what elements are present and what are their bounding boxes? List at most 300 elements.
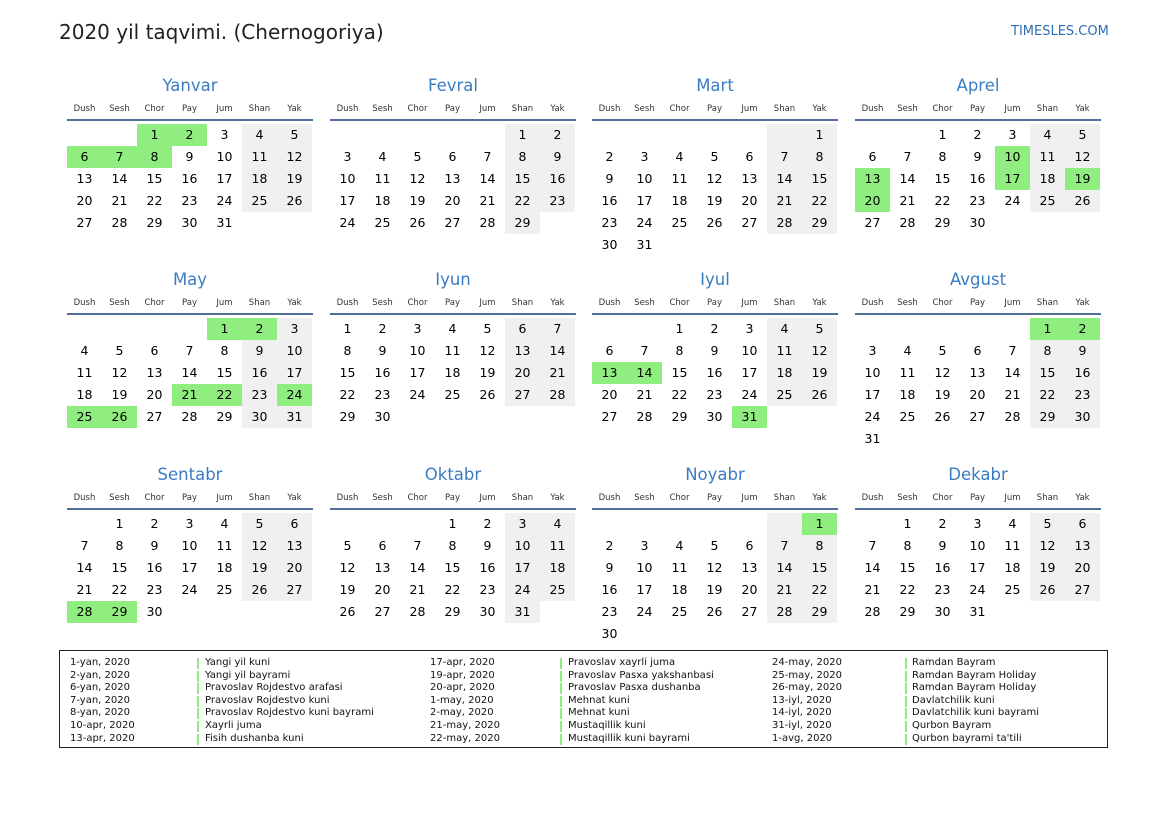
day-cell[interactable]: 26: [811, 387, 828, 402]
day-cell[interactable]: 2: [605, 149, 614, 164]
day-cell[interactable]: 11: [1039, 149, 1056, 164]
day-cell[interactable]: 15: [111, 560, 128, 575]
day-cell[interactable]: 24: [969, 582, 986, 597]
day-cell[interactable]: 28: [776, 604, 793, 619]
day-cell[interactable]: 4: [780, 321, 789, 336]
day-cell[interactable]: 15: [899, 560, 916, 575]
day-cell[interactable]: 12: [111, 365, 128, 380]
day-cell[interactable]: 13: [146, 365, 163, 380]
day-cell[interactable]: 25: [899, 409, 916, 424]
day-cell[interactable]: 12: [706, 560, 723, 575]
day-cell[interactable]: 18: [251, 171, 268, 186]
site-link[interactable]: TIMESLES.COM: [1011, 24, 1109, 39]
day-cell[interactable]: 9: [255, 343, 264, 358]
day-cell[interactable]: 6: [378, 538, 387, 553]
day-cell[interactable]: 4: [1008, 516, 1017, 531]
day-cell[interactable]: 27: [286, 582, 303, 597]
day-cell[interactable]: 1: [903, 516, 912, 531]
day-cell[interactable]: 16: [251, 365, 268, 380]
day-cell[interactable]: 28: [636, 409, 653, 424]
day-cell[interactable]: 13: [286, 538, 303, 553]
day-cell[interactable]: 8: [903, 538, 912, 553]
day-cell[interactable]: 10: [514, 538, 531, 553]
day-cell[interactable]: 3: [413, 321, 422, 336]
holiday-day-cell[interactable]: 22: [207, 384, 242, 406]
day-cell[interactable]: 6: [868, 149, 877, 164]
day-cell[interactable]: 26: [706, 604, 723, 619]
day-cell[interactable]: 1: [115, 516, 124, 531]
holiday-day-cell[interactable]: 21: [172, 384, 207, 406]
holiday-day-cell[interactable]: 26: [102, 406, 137, 428]
day-cell[interactable]: 23: [479, 582, 496, 597]
day-cell[interactable]: 25: [1039, 193, 1056, 208]
day-cell[interactable]: 20: [374, 582, 391, 597]
day-cell[interactable]: 27: [741, 604, 758, 619]
day-cell[interactable]: 22: [811, 193, 828, 208]
day-cell[interactable]: 20: [444, 193, 461, 208]
day-cell[interactable]: 25: [374, 215, 391, 230]
day-cell[interactable]: 17: [286, 365, 303, 380]
day-cell[interactable]: 7: [903, 149, 912, 164]
day-cell[interactable]: 18: [671, 582, 688, 597]
day-cell[interactable]: 7: [640, 343, 649, 358]
day-cell[interactable]: 2: [973, 127, 982, 142]
holiday-day-cell[interactable]: 10: [995, 146, 1030, 168]
day-cell[interactable]: 8: [938, 149, 947, 164]
day-cell[interactable]: 25: [251, 193, 268, 208]
day-cell[interactable]: 21: [636, 387, 653, 402]
day-cell[interactable]: 14: [76, 560, 93, 575]
day-cell[interactable]: 15: [514, 171, 531, 186]
day-cell[interactable]: 25: [671, 215, 688, 230]
day-cell[interactable]: 10: [216, 149, 233, 164]
day-cell[interactable]: 4: [675, 538, 684, 553]
day-cell[interactable]: 29: [146, 215, 163, 230]
day-cell[interactable]: 10: [636, 560, 653, 575]
day-cell[interactable]: 31: [864, 431, 881, 446]
holiday-day-cell[interactable]: 1: [802, 513, 837, 535]
day-cell[interactable]: 13: [374, 560, 391, 575]
day-cell[interactable]: 22: [899, 582, 916, 597]
day-cell[interactable]: 22: [934, 193, 951, 208]
day-cell[interactable]: 7: [553, 321, 562, 336]
day-cell[interactable]: 4: [255, 127, 264, 142]
day-cell[interactable]: 22: [811, 582, 828, 597]
day-cell[interactable]: 21: [776, 193, 793, 208]
day-cell[interactable]: 19: [811, 365, 828, 380]
day-cell[interactable]: 22: [514, 193, 531, 208]
day-cell[interactable]: 11: [671, 560, 688, 575]
day-cell[interactable]: 13: [514, 343, 531, 358]
day-cell[interactable]: 27: [444, 215, 461, 230]
day-cell[interactable]: 26: [251, 582, 268, 597]
day-cell[interactable]: 13: [444, 171, 461, 186]
day-cell[interactable]: 23: [146, 582, 163, 597]
day-cell[interactable]: 8: [220, 343, 229, 358]
day-cell[interactable]: 26: [479, 387, 496, 402]
day-cell[interactable]: 19: [706, 582, 723, 597]
day-cell[interactable]: 22: [111, 582, 128, 597]
day-cell[interactable]: 3: [518, 516, 527, 531]
day-cell[interactable]: 28: [181, 409, 198, 424]
day-cell[interactable]: 29: [216, 409, 233, 424]
day-cell[interactable]: 19: [706, 193, 723, 208]
day-cell[interactable]: 31: [216, 215, 233, 230]
day-cell[interactable]: 18: [216, 560, 233, 575]
day-cell[interactable]: 29: [514, 215, 531, 230]
day-cell[interactable]: 10: [864, 365, 881, 380]
day-cell[interactable]: 21: [776, 582, 793, 597]
day-cell[interactable]: 6: [745, 538, 754, 553]
day-cell[interactable]: 30: [181, 215, 198, 230]
day-cell[interactable]: 17: [409, 365, 426, 380]
day-cell[interactable]: 12: [706, 171, 723, 186]
day-cell[interactable]: 30: [1074, 409, 1091, 424]
day-cell[interactable]: 6: [150, 343, 159, 358]
day-cell[interactable]: 17: [216, 171, 233, 186]
day-cell[interactable]: 11: [899, 365, 916, 380]
day-cell[interactable]: 11: [549, 538, 566, 553]
day-cell[interactable]: 28: [409, 604, 426, 619]
holiday-day-cell[interactable]: 2: [172, 124, 207, 146]
day-cell[interactable]: 30: [601, 626, 618, 641]
day-cell[interactable]: 18: [776, 365, 793, 380]
day-cell[interactable]: 14: [479, 171, 496, 186]
day-cell[interactable]: 16: [181, 171, 198, 186]
day-cell[interactable]: 12: [286, 149, 303, 164]
day-cell[interactable]: 24: [741, 387, 758, 402]
day-cell[interactable]: 20: [76, 193, 93, 208]
day-cell[interactable]: 29: [934, 215, 951, 230]
day-cell[interactable]: 21: [1004, 387, 1021, 402]
day-cell[interactable]: 24: [636, 215, 653, 230]
day-cell[interactable]: 6: [1078, 516, 1087, 531]
day-cell[interactable]: 27: [1074, 582, 1091, 597]
day-cell[interactable]: 7: [780, 149, 789, 164]
day-cell[interactable]: 28: [864, 604, 881, 619]
day-cell[interactable]: 2: [605, 538, 614, 553]
day-cell[interactable]: 28: [776, 215, 793, 230]
holiday-day-cell[interactable]: 13: [592, 362, 627, 384]
day-cell[interactable]: 10: [636, 171, 653, 186]
day-cell[interactable]: 11: [671, 171, 688, 186]
day-cell[interactable]: 12: [1039, 538, 1056, 553]
day-cell[interactable]: 18: [1004, 560, 1021, 575]
day-cell[interactable]: 17: [181, 560, 198, 575]
day-cell[interactable]: 22: [1039, 387, 1056, 402]
day-cell[interactable]: 3: [185, 516, 194, 531]
day-cell[interactable]: 4: [448, 321, 457, 336]
day-cell[interactable]: 5: [1078, 127, 1087, 142]
day-cell[interactable]: 11: [444, 343, 461, 358]
day-cell[interactable]: 17: [339, 193, 356, 208]
day-cell[interactable]: 4: [553, 516, 562, 531]
day-cell[interactable]: 9: [938, 538, 947, 553]
day-cell[interactable]: 11: [776, 343, 793, 358]
day-cell[interactable]: 16: [374, 365, 391, 380]
day-cell[interactable]: 8: [675, 343, 684, 358]
day-cell[interactable]: 2: [150, 516, 159, 531]
day-cell[interactable]: 10: [409, 343, 426, 358]
day-cell[interactable]: 9: [378, 343, 387, 358]
day-cell[interactable]: 16: [479, 560, 496, 575]
holiday-day-cell[interactable]: 24: [277, 384, 312, 406]
holiday-day-cell[interactable]: 19: [1065, 168, 1100, 190]
day-cell[interactable]: 24: [181, 582, 198, 597]
day-cell[interactable]: 16: [601, 193, 618, 208]
day-cell[interactable]: 2: [553, 127, 562, 142]
day-cell[interactable]: 15: [671, 365, 688, 380]
day-cell[interactable]: 21: [899, 193, 916, 208]
day-cell[interactable]: 29: [671, 409, 688, 424]
day-cell[interactable]: 4: [675, 149, 684, 164]
day-cell[interactable]: 9: [710, 343, 719, 358]
day-cell[interactable]: 13: [741, 171, 758, 186]
day-cell[interactable]: 5: [413, 149, 422, 164]
day-cell[interactable]: 15: [811, 171, 828, 186]
day-cell[interactable]: 19: [1039, 560, 1056, 575]
day-cell[interactable]: 5: [115, 343, 124, 358]
day-cell[interactable]: 2: [483, 516, 492, 531]
day-cell[interactable]: 9: [605, 560, 614, 575]
day-cell[interactable]: 30: [251, 409, 268, 424]
day-cell[interactable]: 3: [1008, 127, 1017, 142]
day-cell[interactable]: 7: [483, 149, 492, 164]
day-cell[interactable]: 29: [899, 604, 916, 619]
day-cell[interactable]: 14: [409, 560, 426, 575]
day-cell[interactable]: 1: [675, 321, 684, 336]
day-cell[interactable]: 19: [251, 560, 268, 575]
day-cell[interactable]: 3: [868, 343, 877, 358]
day-cell[interactable]: 12: [811, 343, 828, 358]
day-cell[interactable]: 27: [514, 387, 531, 402]
day-cell[interactable]: 10: [339, 171, 356, 186]
day-cell[interactable]: 26: [339, 604, 356, 619]
day-cell[interactable]: 23: [374, 387, 391, 402]
holiday-day-cell[interactable]: 20: [855, 190, 890, 212]
day-cell[interactable]: 16: [969, 171, 986, 186]
day-cell[interactable]: 8: [1043, 343, 1052, 358]
day-cell[interactable]: 9: [150, 538, 159, 553]
day-cell[interactable]: 31: [286, 409, 303, 424]
day-cell[interactable]: 16: [601, 582, 618, 597]
day-cell[interactable]: 27: [741, 215, 758, 230]
day-cell[interactable]: 31: [514, 604, 531, 619]
day-cell[interactable]: 6: [973, 343, 982, 358]
day-cell[interactable]: 22: [339, 387, 356, 402]
day-cell[interactable]: 21: [76, 582, 93, 597]
day-cell[interactable]: 14: [1004, 365, 1021, 380]
day-cell[interactable]: 31: [636, 237, 653, 252]
day-cell[interactable]: 30: [601, 237, 618, 252]
day-cell[interactable]: 18: [76, 387, 93, 402]
holiday-day-cell[interactable]: 17: [995, 168, 1030, 190]
day-cell[interactable]: 6: [745, 149, 754, 164]
day-cell[interactable]: 23: [601, 215, 618, 230]
day-cell[interactable]: 12: [479, 343, 496, 358]
day-cell[interactable]: 1: [938, 127, 947, 142]
day-cell[interactable]: 11: [374, 171, 391, 186]
day-cell[interactable]: 5: [290, 127, 299, 142]
holiday-day-cell[interactable]: 1: [137, 124, 172, 146]
day-cell[interactable]: 6: [290, 516, 299, 531]
day-cell[interactable]: 14: [899, 171, 916, 186]
day-cell[interactable]: 15: [934, 171, 951, 186]
day-cell[interactable]: 11: [1004, 538, 1021, 553]
day-cell[interactable]: 20: [146, 387, 163, 402]
day-cell[interactable]: 15: [146, 171, 163, 186]
day-cell[interactable]: 12: [934, 365, 951, 380]
day-cell[interactable]: 30: [934, 604, 951, 619]
day-cell[interactable]: 25: [549, 582, 566, 597]
day-cell[interactable]: 3: [343, 149, 352, 164]
day-cell[interactable]: 23: [1074, 387, 1091, 402]
day-cell[interactable]: 4: [378, 149, 387, 164]
day-cell[interactable]: 1: [815, 127, 824, 142]
holiday-day-cell[interactable]: 6: [67, 146, 102, 168]
day-cell[interactable]: 20: [514, 365, 531, 380]
day-cell[interactable]: 24: [514, 582, 531, 597]
day-cell[interactable]: 5: [815, 321, 824, 336]
day-cell[interactable]: 25: [776, 387, 793, 402]
day-cell[interactable]: 4: [220, 516, 229, 531]
day-cell[interactable]: 19: [479, 365, 496, 380]
day-cell[interactable]: 11: [251, 149, 268, 164]
day-cell[interactable]: 23: [549, 193, 566, 208]
day-cell[interactable]: 11: [76, 365, 93, 380]
day-cell[interactable]: 26: [409, 215, 426, 230]
day-cell[interactable]: 29: [1039, 409, 1056, 424]
day-cell[interactable]: 23: [934, 582, 951, 597]
day-cell[interactable]: 23: [181, 193, 198, 208]
day-cell[interactable]: 29: [811, 215, 828, 230]
day-cell[interactable]: 15: [339, 365, 356, 380]
day-cell[interactable]: 19: [111, 387, 128, 402]
day-cell[interactable]: 8: [518, 149, 527, 164]
day-cell[interactable]: 17: [514, 560, 531, 575]
day-cell[interactable]: 9: [553, 149, 562, 164]
day-cell[interactable]: 22: [444, 582, 461, 597]
day-cell[interactable]: 7: [868, 538, 877, 553]
day-cell[interactable]: 10: [741, 343, 758, 358]
day-cell[interactable]: 8: [815, 149, 824, 164]
day-cell[interactable]: 30: [374, 409, 391, 424]
day-cell[interactable]: 13: [741, 560, 758, 575]
day-cell[interactable]: 17: [636, 193, 653, 208]
day-cell[interactable]: 8: [815, 538, 824, 553]
day-cell[interactable]: 7: [80, 538, 89, 553]
day-cell[interactable]: 1: [343, 321, 352, 336]
day-cell[interactable]: 15: [1039, 365, 1056, 380]
day-cell[interactable]: 27: [374, 604, 391, 619]
day-cell[interactable]: 16: [146, 560, 163, 575]
day-cell[interactable]: 26: [1039, 582, 1056, 597]
day-cell[interactable]: 8: [115, 538, 124, 553]
day-cell[interactable]: 29: [339, 409, 356, 424]
day-cell[interactable]: 10: [969, 538, 986, 553]
day-cell[interactable]: 4: [1043, 127, 1052, 142]
day-cell[interactable]: 20: [741, 193, 758, 208]
day-cell[interactable]: 9: [973, 149, 982, 164]
day-cell[interactable]: 4: [903, 343, 912, 358]
holiday-day-cell[interactable]: 31: [732, 406, 767, 428]
day-cell[interactable]: 27: [146, 409, 163, 424]
day-cell[interactable]: 16: [549, 171, 566, 186]
day-cell[interactable]: 21: [111, 193, 128, 208]
day-cell[interactable]: 7: [1008, 343, 1017, 358]
day-cell[interactable]: 9: [605, 171, 614, 186]
day-cell[interactable]: 15: [444, 560, 461, 575]
day-cell[interactable]: 20: [601, 387, 618, 402]
day-cell[interactable]: 29: [811, 604, 828, 619]
day-cell[interactable]: 18: [1039, 171, 1056, 186]
day-cell[interactable]: 3: [745, 321, 754, 336]
day-cell[interactable]: 24: [636, 604, 653, 619]
day-cell[interactable]: 4: [80, 343, 89, 358]
day-cell[interactable]: 12: [251, 538, 268, 553]
day-cell[interactable]: 12: [1074, 149, 1091, 164]
day-cell[interactable]: 31: [969, 604, 986, 619]
holiday-day-cell[interactable]: 14: [627, 362, 662, 384]
day-cell[interactable]: 27: [76, 215, 93, 230]
day-cell[interactable]: 14: [111, 171, 128, 186]
day-cell[interactable]: 30: [706, 409, 723, 424]
day-cell[interactable]: 2: [938, 516, 947, 531]
day-cell[interactable]: 30: [146, 604, 163, 619]
day-cell[interactable]: 5: [483, 321, 492, 336]
day-cell[interactable]: 5: [1043, 516, 1052, 531]
holiday-day-cell[interactable]: 2: [1065, 318, 1100, 340]
day-cell[interactable]: 17: [636, 582, 653, 597]
day-cell[interactable]: 8: [448, 538, 457, 553]
day-cell[interactable]: 10: [181, 538, 198, 553]
day-cell[interactable]: 2: [378, 321, 387, 336]
day-cell[interactable]: 25: [671, 604, 688, 619]
day-cell[interactable]: 16: [1074, 365, 1091, 380]
day-cell[interactable]: 6: [518, 321, 527, 336]
day-cell[interactable]: 24: [409, 387, 426, 402]
holiday-day-cell[interactable]: 1: [207, 318, 242, 340]
day-cell[interactable]: 5: [710, 538, 719, 553]
day-cell[interactable]: 3: [220, 127, 229, 142]
day-cell[interactable]: 6: [448, 149, 457, 164]
day-cell[interactable]: 13: [969, 365, 986, 380]
day-cell[interactable]: 19: [409, 193, 426, 208]
day-cell[interactable]: 21: [864, 582, 881, 597]
day-cell[interactable]: 28: [1004, 409, 1021, 424]
day-cell[interactable]: 5: [255, 516, 264, 531]
day-cell[interactable]: 28: [549, 387, 566, 402]
holiday-day-cell[interactable]: 28: [67, 601, 102, 623]
day-cell[interactable]: 7: [413, 538, 422, 553]
holiday-day-cell[interactable]: 2: [242, 318, 277, 340]
day-cell[interactable]: 20: [286, 560, 303, 575]
day-cell[interactable]: 18: [374, 193, 391, 208]
day-cell[interactable]: 26: [934, 409, 951, 424]
day-cell[interactable]: 7: [185, 343, 194, 358]
day-cell[interactable]: 10: [286, 343, 303, 358]
day-cell[interactable]: 30: [479, 604, 496, 619]
holiday-day-cell[interactable]: 25: [67, 406, 102, 428]
day-cell[interactable]: 20: [741, 582, 758, 597]
day-cell[interactable]: 17: [864, 387, 881, 402]
day-cell[interactable]: 11: [216, 538, 233, 553]
day-cell[interactable]: 17: [969, 560, 986, 575]
day-cell[interactable]: 5: [343, 538, 352, 553]
day-cell[interactable]: 3: [640, 149, 649, 164]
day-cell[interactable]: 8: [343, 343, 352, 358]
holiday-day-cell[interactable]: 1: [1030, 318, 1065, 340]
